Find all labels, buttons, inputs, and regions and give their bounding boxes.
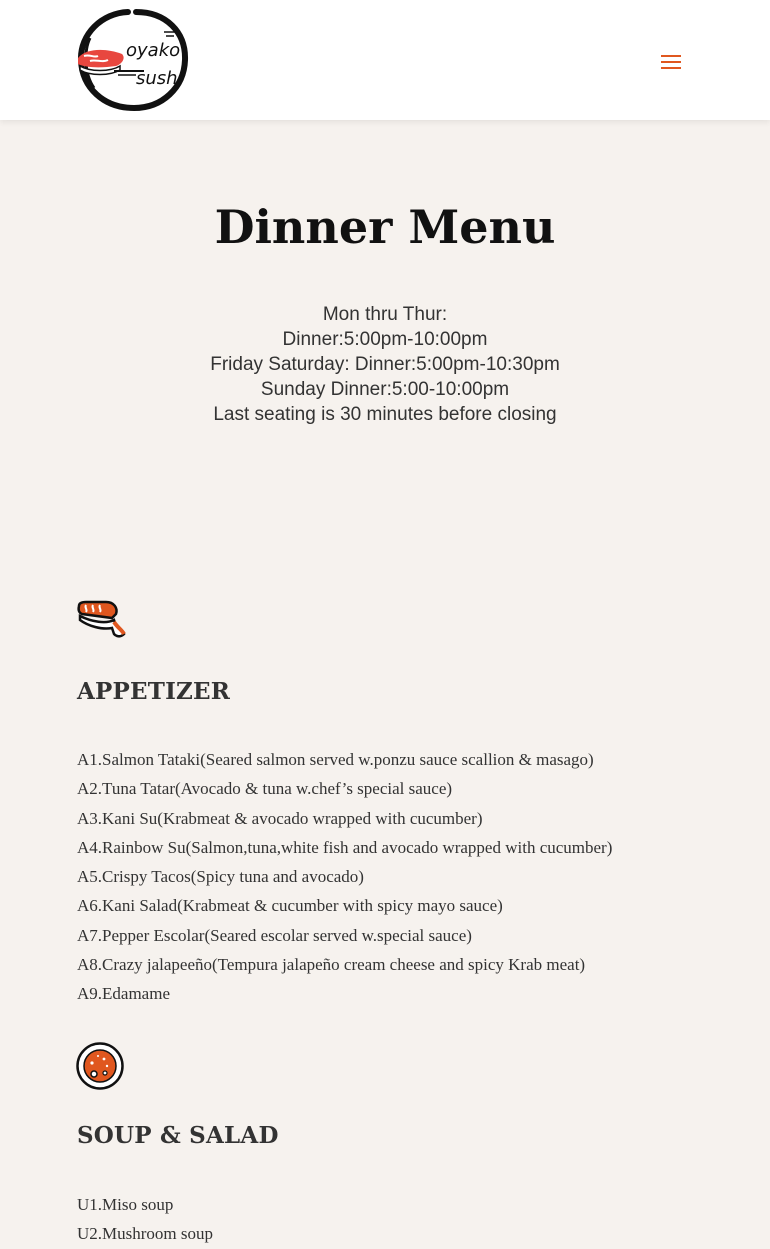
menu-item: U1.Miso soup [77, 1195, 174, 1214]
soup-bowl-icon [76, 1041, 126, 1091]
section-title-appetizer: APPETIZER [77, 678, 231, 705]
menu-item: A7.Pepper Escolar(Seared escolar served w.special sauce) [77, 925, 472, 945]
site-header [0, 0, 770, 120]
hours-line: Sunday Dinner:5:00-10:00pm [260, 379, 510, 400]
logo-mark-icon [76, 8, 190, 112]
menu-item: A9.Edamame [77, 984, 170, 1004]
opening-hours [0, 302, 770, 427]
shrimp-nigiri-icon [76, 600, 126, 650]
menu-item: U2.Mushroom soup [77, 1224, 214, 1244]
hours-line: Last seating is 30 minutes before closing [213, 404, 557, 425]
menu-item: A2.Tuna Tatar(Avocado & tuna w.chef’s special sauce) [77, 779, 453, 799]
page-title: Dinner Menu [214, 200, 556, 254]
menu-item: A5.Crispy Tacos(Spicy tuna and avocado) [77, 867, 364, 887]
menu-item: A6.Kani Salad(Krabmeat & cucumber with spicy mayo sauce) [77, 896, 503, 916]
hours-line: Dinner:5:00pm-10:00pm [282, 329, 488, 350]
menu-item: A1.Salmon Tataki(Seared salmon served w.ponzu sauce scallion & masago) [77, 750, 594, 769]
section-title-soup-salad: SOUP & SALAD [77, 1122, 279, 1149]
hours-line: Friday Saturday: Dinner:5:00pm-10:30pm [210, 354, 560, 375]
hours-line: Mon thru Thur: [322, 304, 448, 325]
menu-item: A4.Rainbow Su(Salmon,tuna,white fish and avocado wrapped with cucumber) [77, 837, 613, 857]
hamburger-menu-icon[interactable] [657, 50, 685, 74]
menu-item: A3.Kani Su(Krabmeat & avocado wrapped with cucumber) [77, 808, 483, 828]
appetizer-list [77, 745, 697, 1009]
oyako-sushi-logo[interactable] [76, 8, 190, 112]
logo-text-top: oyako [126, 40, 181, 61]
logo-text-bottom: sushi [136, 68, 183, 89]
soup-salad-list [77, 1190, 697, 1249]
menu-item: A8.Crazy jalapeeño(Tempura jalapeño cream cheese and spicy Krab meat) [77, 955, 586, 975]
